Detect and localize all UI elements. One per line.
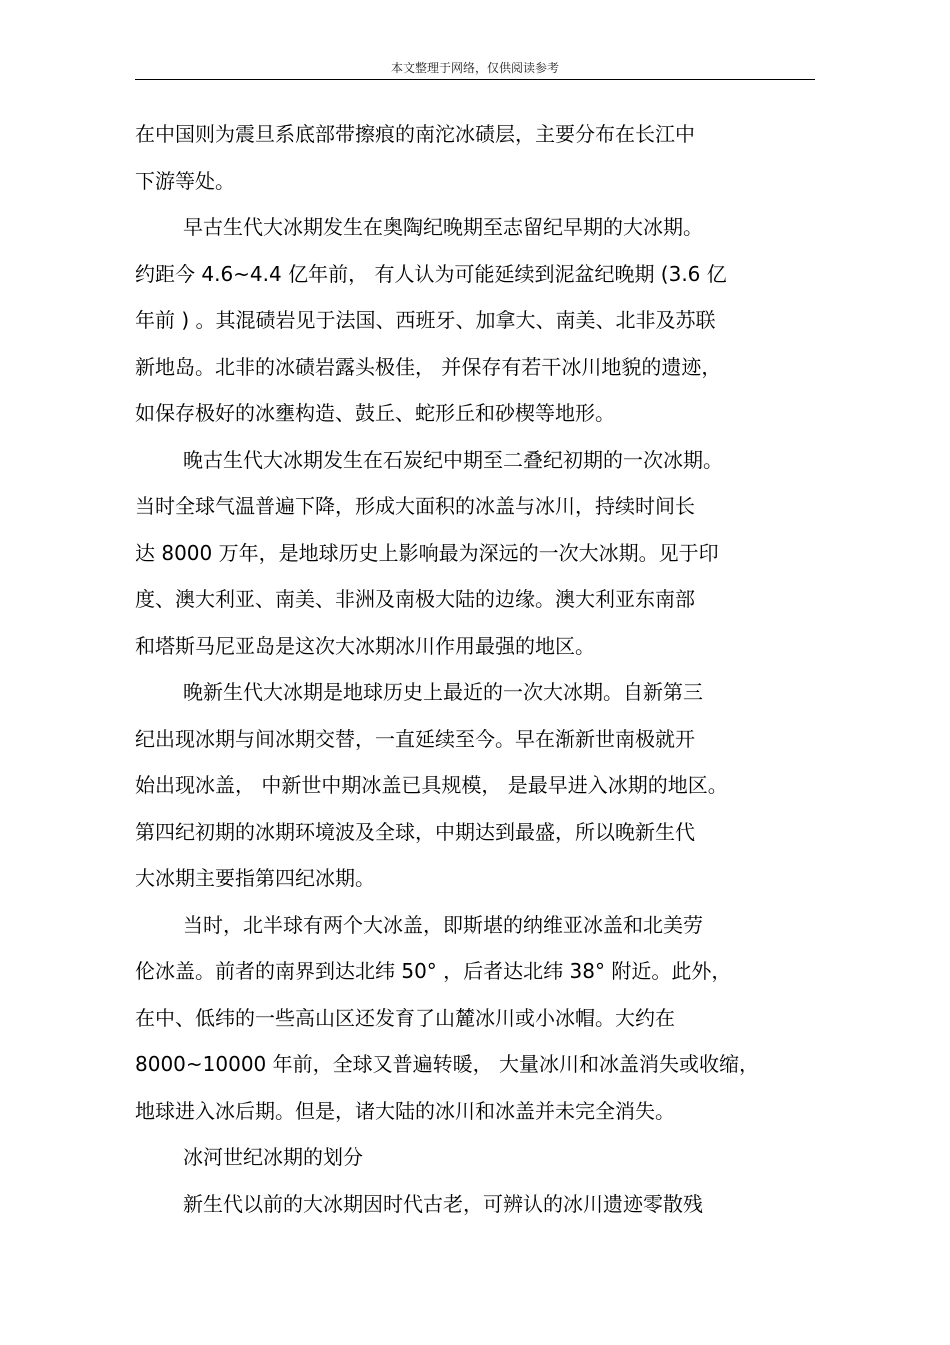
text-line: 早古生代大冰期发生在奥陶纪晚期至志留纪早期的大冰期。 [183, 215, 703, 239]
text-line: 下游等处。 [135, 169, 235, 193]
text-line: 新地岛。北非的冰碛岩露头极佳， 并保存有若干冰川地貌的遗迹， [135, 355, 722, 379]
text-line: 在中、低纬的一些高山区还发育了山麓冰川或小冰帽。大约在 [135, 1006, 675, 1030]
text-line: 地球进入冰后期。但是，诸大陆的冰川和冰盖并未完全消失。 [135, 1099, 675, 1123]
text-line: 晚古生代大冰期发生在石炭纪中期至二叠纪初期的一次冰期。 [183, 448, 723, 472]
text-line: 8000~10000 年前，全球又普遍转暖， 大量冰川和冰盖消失或收缩， [135, 1052, 759, 1076]
text-line: 大冰期主要指第四纪冰期。 [135, 866, 375, 890]
text-line: 当时全球气温普遍下降，形成大面积的冰盖与冰川，持续时间长 [135, 494, 695, 518]
text-line: 晚新生代大冰期是地球历史上最近的一次大冰期。自新第三 [183, 680, 703, 704]
text-line: 如保存极好的冰壅构造、鼓丘、蛇形丘和砂楔等地形。 [135, 401, 615, 425]
text-line: 新生代以前的大冰期因时代古老，可辨认的冰川遗迹零散残 [183, 1192, 703, 1216]
text-line: 始出现冰盖， 中新世中期冰盖已具规模， 是最早进入冰期的地区。 [135, 773, 728, 797]
section-heading: 冰河世纪冰期的划分 [183, 1145, 363, 1169]
text-line: 和塔斯马尼亚岛是这次大冰期冰川作用最强的地区。 [135, 634, 595, 658]
text-line: 在中国则为震旦系底部带擦痕的南沱冰碛层，主要分布在长江中 [135, 122, 695, 146]
text-line: 伦冰盖。前者的南界到达北纬 50° ，后者达北纬 38° 附近。此外， [135, 959, 732, 983]
header-divider [135, 79, 815, 80]
text-line: 年前 ) 。其混碛岩见于法国、西班牙、加拿大、南美、北非及苏联 [135, 308, 716, 332]
text-line: 纪出现冰期与间冰期交替，一直延续至今。早在渐新世南极就开 [135, 727, 695, 751]
text-line: 度、澳大利亚、南美、非洲及南极大陆的边缘。澳大利亚东南部 [135, 587, 695, 611]
text-line: 当时，北半球有两个大冰盖，即斯堪的纳维亚冰盖和北美劳 [183, 913, 703, 937]
text-line: 约距今 4.6~4.4 亿年前， 有人认为可能延续到泥盆纪晚期 (3.6 亿 [135, 262, 727, 286]
text-line: 第四纪初期的冰期环境波及全球，中期达到最盛，所以晚新生代 [135, 820, 695, 844]
text-line: 达 8000 万年，是地球历史上影响最为深远的一次大冰期。见于印 [135, 541, 719, 565]
header-text: 本文整理于网络，仅供阅读参考 [390, 61, 559, 75]
